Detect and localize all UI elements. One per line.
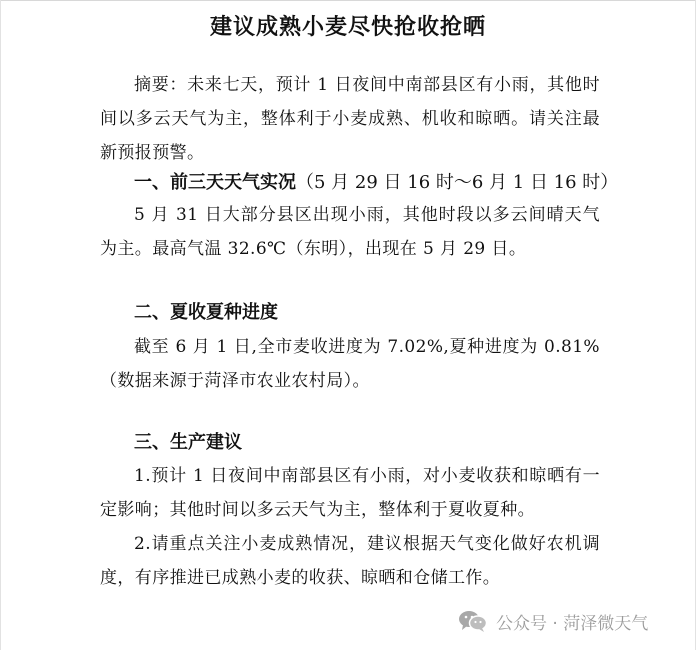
section2-body: 截至 6 月 1 日,全市麦收进度为 7.02%,夏种进度为 0.81%（数据来源于菏泽市农业农村局）。: [100, 337, 600, 391]
section3-item-1: 1.预计 1 日夜间中南部县区有小雨，对小麦收获和晾晒有一定影响；其他时间以多云天气为主，整体利于夏收夏种。: [100, 466, 600, 520]
section2-heading: [100, 296, 620, 330]
section1-heading: [100, 166, 620, 200]
section3-item-2: 2.请重点关注小麦成熟情况，建议根据天气变化做好农机调度，有序推进已成熟小麦的收获、晾晒和仓储工作。: [100, 534, 600, 588]
section1-body: 5 月 31 日大部分县区出现小雨，其他时段以多云间晴天气为主。最高气温 32.6℃（东明），出现在 5 月 29 日。: [100, 205, 600, 259]
document-title: 建议成熟小麦尽快抢收抢晒: [209, 15, 486, 40]
page-left-border: [0, 0, 1, 650]
section1-heading-range: （5 月 29 日 16 时～6 月 1 日 16 时）: [296, 172, 619, 193]
watermark-text: 公众号 · 菏泽微天气: [496, 613, 649, 634]
section3-heading: [100, 426, 620, 460]
section1-heading-text: 一、前三天天气实况: [134, 172, 296, 193]
page-top-border: [0, 0, 696, 1]
summary-paragraph: 摘要：未来七天，预计 1 日夜间中南部县区有小雨，其他时间以多云天气为主，整体利于小麦成熟、机收和晾晒。请关注最新预报预警。: [100, 75, 600, 163]
wechat-icon: [458, 610, 488, 632]
watermark: [458, 607, 648, 635]
section3-heading-text: 三、生产建议: [134, 432, 242, 453]
section2-heading-text: 二、夏收夏种进度: [134, 302, 278, 323]
